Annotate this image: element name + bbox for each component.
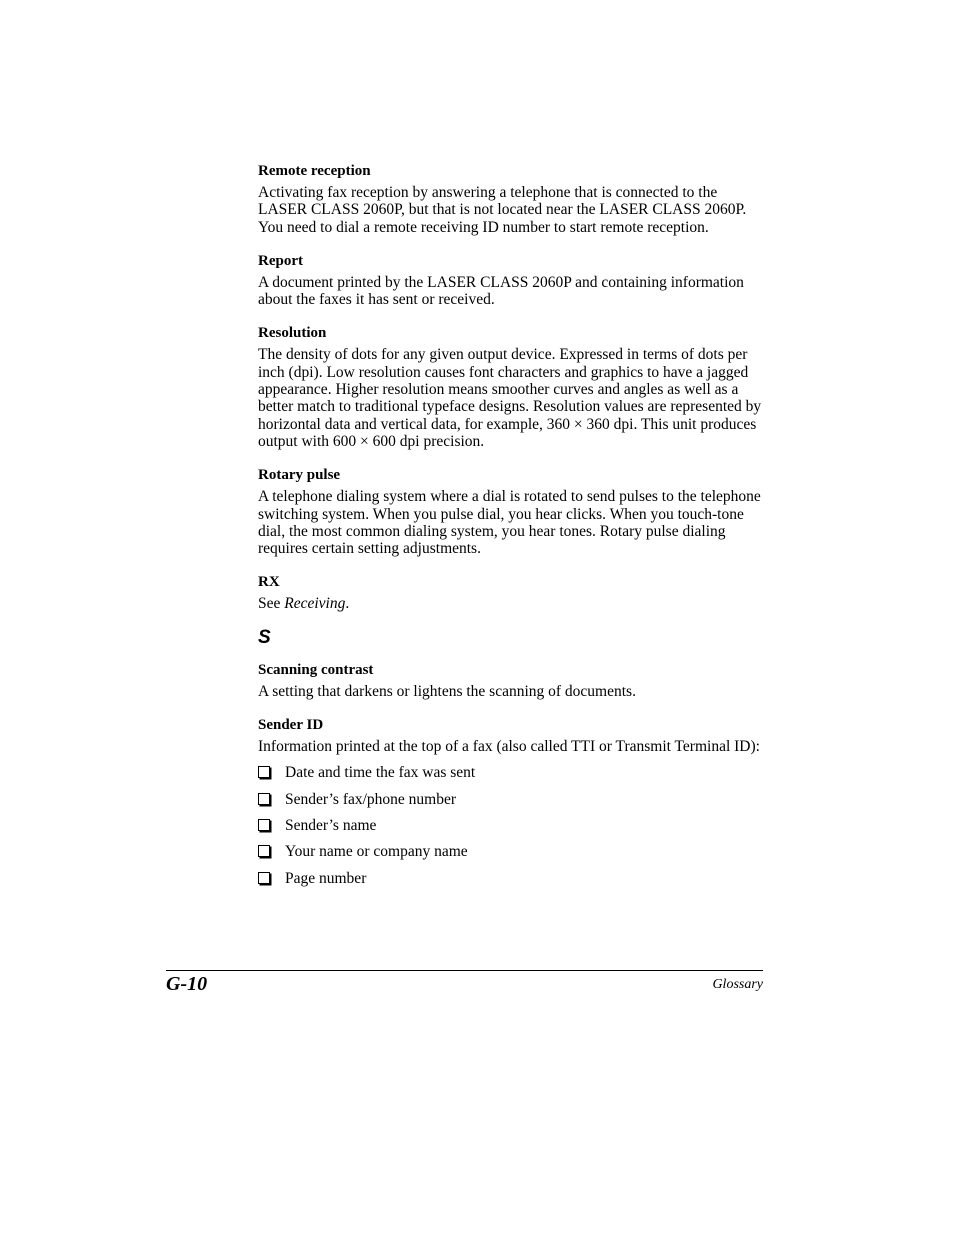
list-item-text: Your name or company name (285, 843, 468, 861)
cross-reference-receiving: Receiving (284, 595, 346, 613)
glossary-term: Report (258, 252, 303, 269)
list-item-text: Date and time the fax was sent (285, 764, 476, 782)
glossary-definition: Activating fax reception by answering a telephone that is connected to the LASER CLASS 2060P, but that is not located near the LASER CLASS 2060P. You need to dial a remote receiving ID number to start remote reception. (258, 184, 747, 236)
list-item (258, 764, 764, 781)
glossary-entry-report (258, 252, 764, 309)
footer-section-name: Glossary (712, 977, 763, 992)
glossary-term: Resolution (258, 325, 327, 342)
glossary-term: Sender ID (258, 717, 324, 734)
list-item (258, 870, 764, 887)
glossary-entry-remote-reception (258, 162, 764, 236)
list-item (258, 843, 764, 860)
glossary-content (258, 162, 764, 896)
glossary-entry-resolution (258, 324, 764, 450)
glossary-definition: A telephone dialing system where a dial is rotated to send pulses to the telephone switching system. When you pulse dial, you hear clicks. When you touch-tone dial, the most common dialing system, you hear tones. Rotary pulse dialing requires certain setting adjustments. (258, 488, 761, 558)
section-letter-heading: S (258, 626, 271, 648)
checkbox-bullet-icon (258, 872, 270, 884)
glossary-entry-rx (258, 573, 764, 612)
page-number: G-10 (166, 973, 208, 995)
list-item-text: Sender’s fax/phone number (285, 790, 457, 808)
list-item-text: Page number (285, 869, 367, 887)
glossary-term: Rotary pulse (258, 467, 341, 484)
checkbox-bullet-icon (258, 766, 270, 778)
checkbox-bullet-icon (258, 793, 270, 805)
glossary-term: Scanning contrast (258, 661, 374, 678)
see-suffix: . (345, 595, 350, 613)
glossary-definition: The density of dots for any given output device. Expressed in terms of dots per inch (dpi). Low resolution causes font characters and graphics to have a jagged appearance. Higher resolution means smoother curves and angles as well as a better match to traditional typeface designs. Resolution values are represented by horizontal data and vertical data, for example, 360 × 360 dpi. This unit produces output with 600 × 600 dpi precision. (258, 346, 762, 450)
list-item (258, 817, 764, 834)
list-item-text: Sender’s name (285, 816, 377, 834)
glossary-entry-rotary-pulse (258, 466, 764, 557)
list-item (258, 791, 764, 808)
footer-divider (166, 970, 763, 971)
glossary-term: Remote reception (258, 163, 371, 179)
glossary-definition: A document printed by the LASER CLASS 2060P and containing information about the faxes it has sent or received. (258, 273, 744, 309)
sender-id-list (258, 764, 764, 886)
checkbox-bullet-icon (258, 819, 270, 831)
glossary-definition: Information printed at the top of a fax (also called TTI or Transmit Terminal ID): (258, 738, 760, 756)
glossary-definition: A setting that darkens or lightens the scanning of documents. (258, 682, 636, 700)
see-prefix: See (258, 595, 285, 613)
glossary-definition (258, 595, 764, 612)
glossary-term: RX (258, 574, 280, 591)
glossary-entry-scanning-contrast (258, 661, 764, 700)
checkbox-bullet-icon (258, 845, 270, 857)
glossary-entry-sender-id (258, 716, 764, 886)
